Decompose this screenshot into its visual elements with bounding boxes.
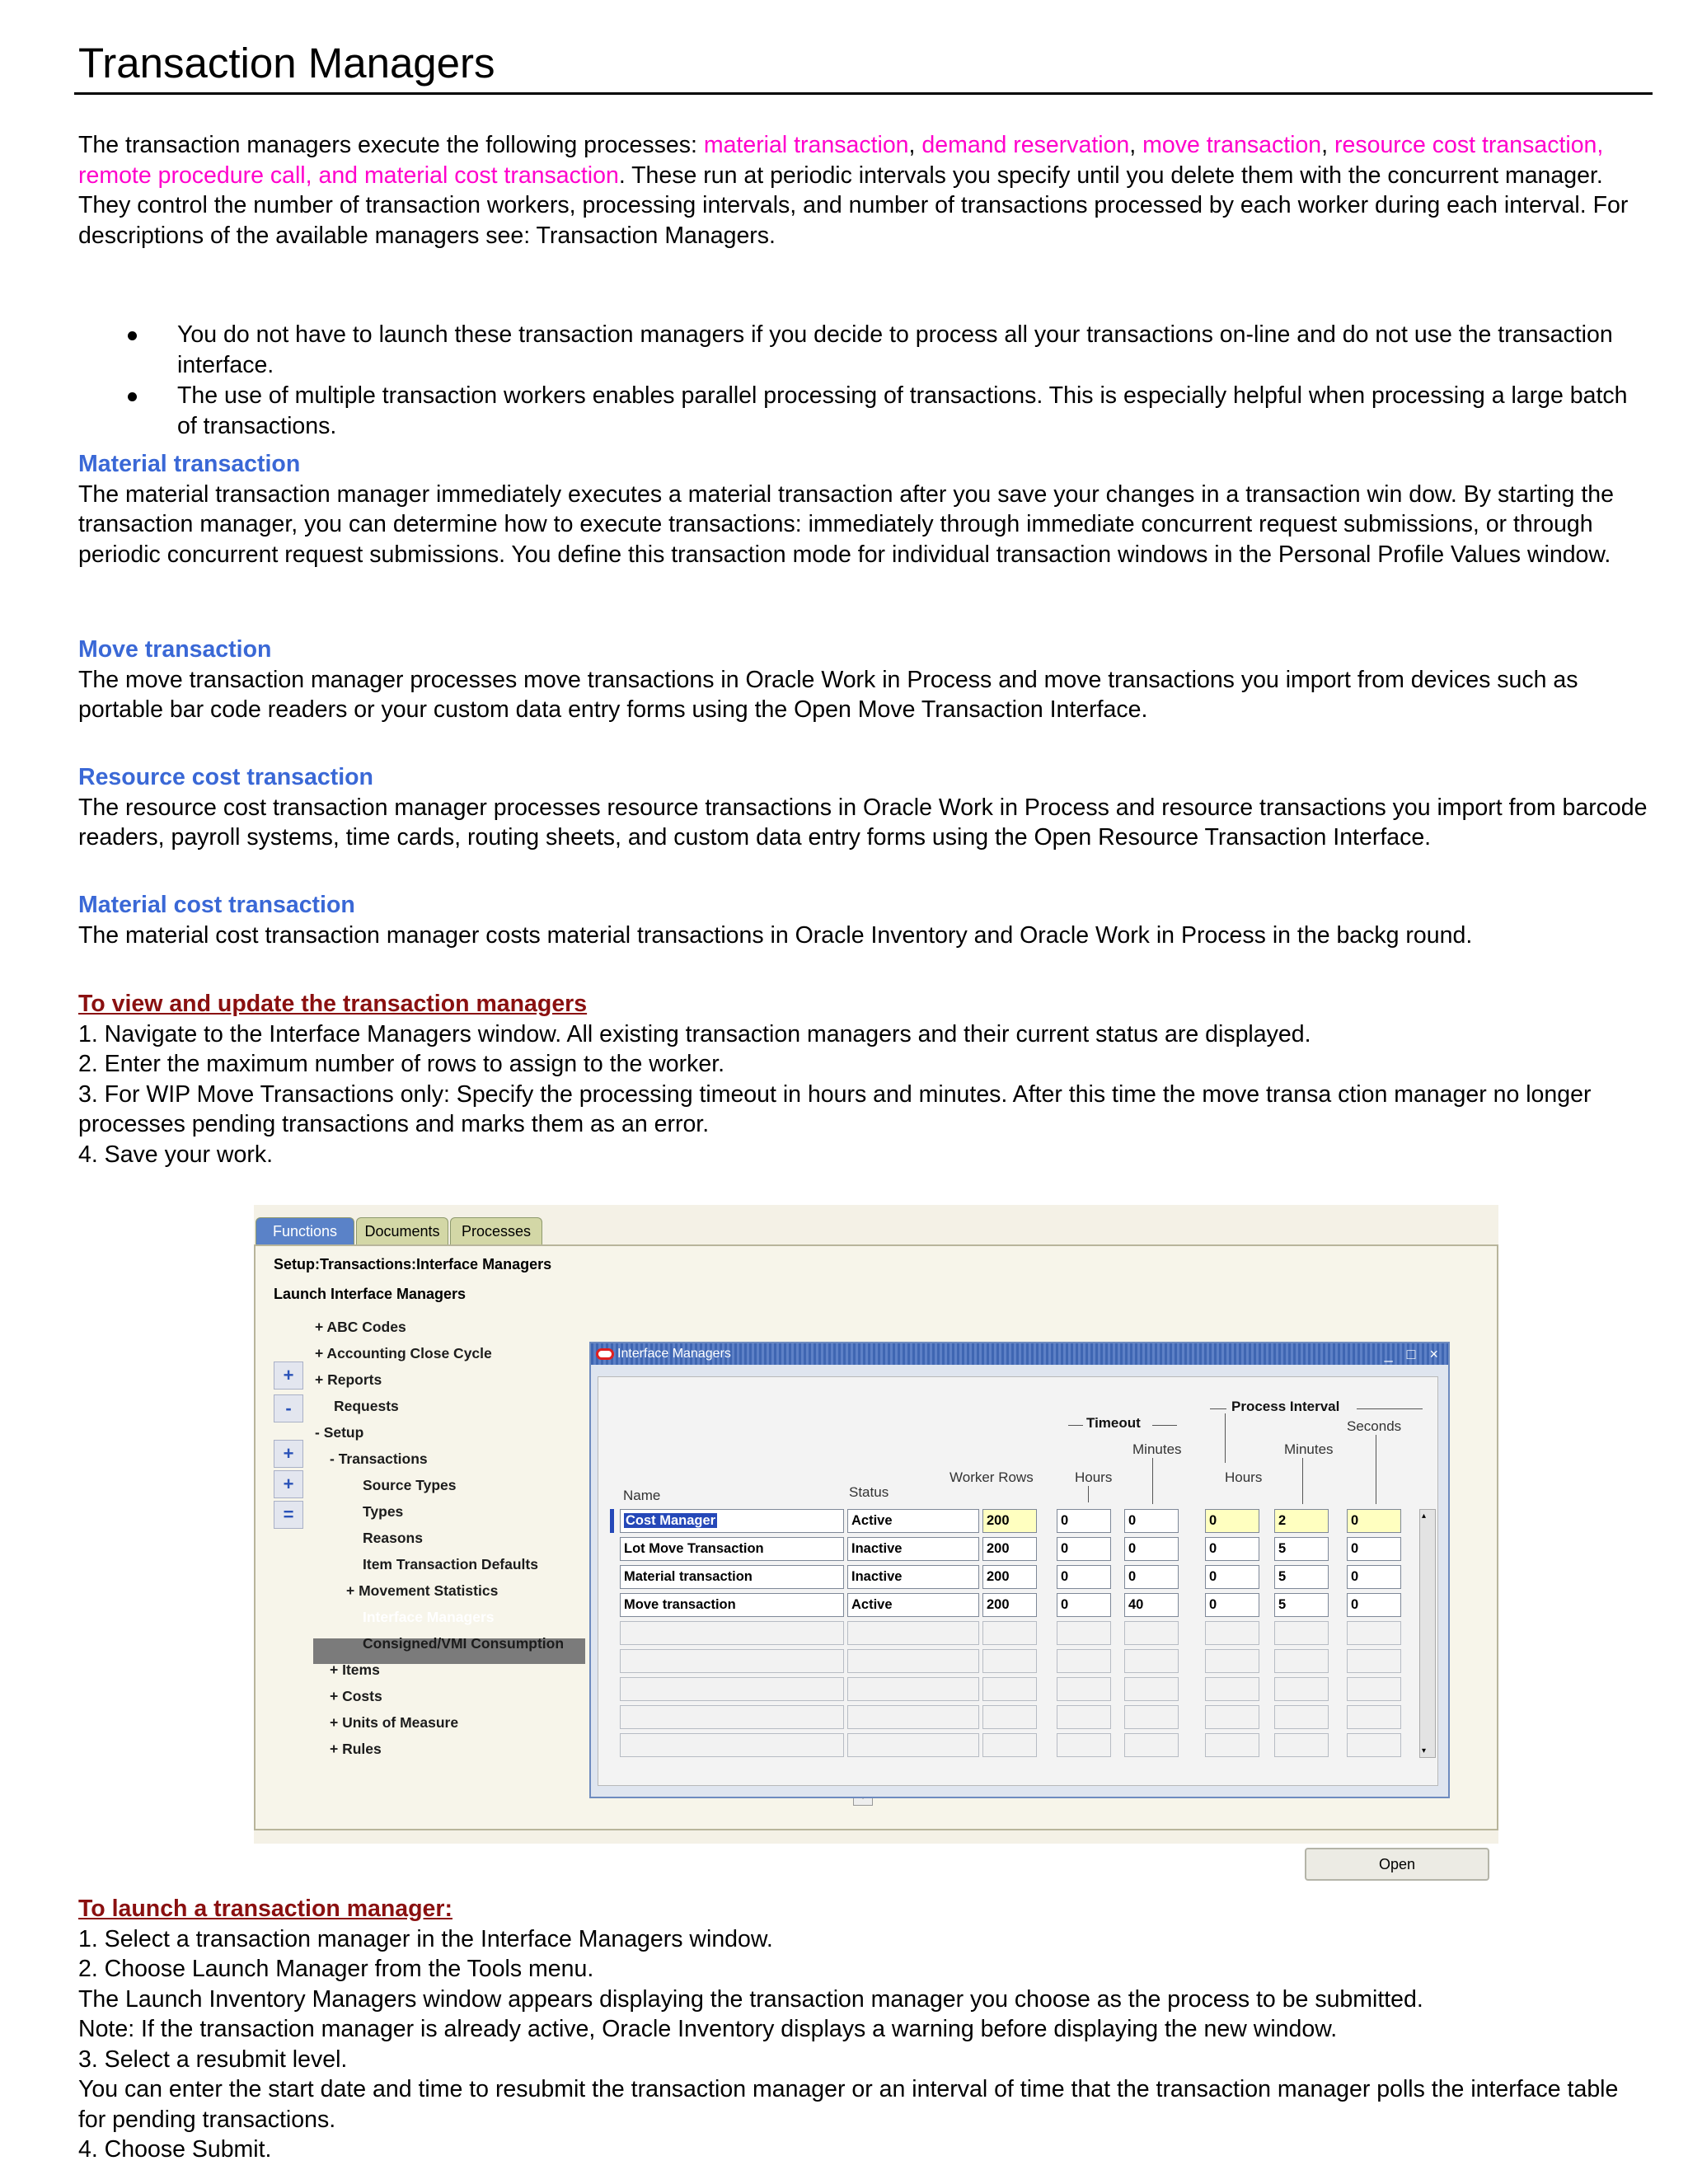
pi-seconds-field[interactable] — [1347, 1677, 1401, 1701]
status-field[interactable] — [847, 1705, 979, 1729]
pi-minutes-field[interactable] — [1274, 1705, 1329, 1729]
procedure-step: 3. Select a resubmit level. — [78, 2046, 348, 2073]
interface-managers-window — [589, 1342, 1450, 1798]
view-update-procedure — [78, 989, 1648, 1169]
worker-rows-field[interactable] — [982, 1733, 1037, 1757]
navigator-panel — [254, 1244, 1498, 1872]
tree-item[interactable]: Types — [363, 1503, 404, 1520]
timeout-hours-field[interactable] — [1057, 1705, 1111, 1729]
tree-item[interactable]: + Costs — [330, 1688, 382, 1704]
tree-item[interactable]: + ABC Codes — [315, 1319, 406, 1335]
bullet-text: The use of multiple transaction workers enables parallel processing of transactions. This is especially helpful when processing a large batch of transactions. — [177, 382, 1628, 439]
pi-hours-field[interactable]: 0 — [1205, 1509, 1259, 1533]
pi-minutes-field[interactable]: 5 — [1274, 1593, 1329, 1617]
bullet-list — [78, 320, 1648, 442]
procedure-step: 1. Select a transaction manager in the Interface Managers window. — [78, 1925, 773, 1952]
pi-seconds-field[interactable]: 0 — [1347, 1565, 1401, 1589]
procedure-step: Note: If the transaction manager is already active, Oracle Inventory displays a warning before displaying the new window. — [78, 2016, 1338, 2042]
intro-rest: . These run at periodic intervals you specify until you delete them with the concurrent manager. They control the number of transaction workers, processing intervals, and number of transactions processed by each worker during each interval. For descriptions of the available managers see: Transaction Managers. — [78, 162, 1629, 249]
timeout-minutes-field[interactable]: 40 — [1124, 1593, 1179, 1617]
navigator-screenshot — [254, 1205, 1498, 1872]
pi-seconds-field[interactable]: 0 — [1347, 1537, 1401, 1561]
intro-lead: The transaction managers execute the following processes: — [78, 132, 704, 158]
timeout-minutes-field[interactable] — [1124, 1705, 1179, 1729]
timeout-hours-header: Hours — [1075, 1469, 1113, 1485]
worker-rows-field[interactable]: 200 — [982, 1509, 1037, 1533]
expand-all-button[interactable]: + — [274, 1470, 303, 1498]
procedure-step: You can enter the start date and time to resubmit the transaction manager or an interval of time that the transaction manager polls the interface table for pending transactions. — [78, 2076, 1619, 2133]
tree-item[interactable]: + Reports — [315, 1371, 382, 1388]
procedure-step: 1. Navigate to the Interface Managers window. All existing transaction managers and their current status are displayed. — [78, 1020, 1311, 1047]
tree-item[interactable]: Consigned/VMI Consumption — [363, 1635, 565, 1652]
process-material-transaction: material transaction — [703, 132, 909, 158]
worker-rows-field[interactable] — [982, 1677, 1037, 1701]
status-field[interactable]: Inactive — [847, 1565, 979, 1589]
process-demand-reservation: demand reservation — [921, 132, 1130, 158]
expand-branch-button[interactable]: + — [274, 1440, 303, 1468]
pi-minutes-field[interactable] — [1274, 1733, 1329, 1757]
pi-minutes-field[interactable] — [1274, 1649, 1329, 1673]
timeout-hours-field[interactable]: 0 — [1057, 1537, 1111, 1561]
procedure-step: The Launch Inventory Managers window appears displaying the transaction manager you choose as the process to be submitted. — [78, 1985, 1423, 2013]
procedure-step: 2. Choose Launch Manager from the Tools menu. — [78, 1956, 594, 1982]
pi-minutes-field[interactable]: 2 — [1274, 1509, 1329, 1533]
pi-seconds-field[interactable]: 0 — [1347, 1509, 1401, 1533]
tree-item[interactable]: + Units of Measure — [330, 1714, 459, 1731]
procedure-step: 3. For WIP Move Transactions only: Specify the processing timeout in hours and minutes. After this time the move transa ction manager no longer processes pending transactions and marks them as an error. — [78, 1080, 1592, 1137]
header-connector — [1152, 1458, 1153, 1504]
window-title: Interface Managers — [617, 1347, 731, 1361]
status-field[interactable]: Active — [847, 1509, 979, 1533]
procedure-heading: To launch a transaction manager: — [78, 1896, 452, 1922]
pi-seconds-field[interactable] — [1347, 1705, 1401, 1729]
section-move-transaction — [78, 635, 1648, 725]
list-item — [78, 320, 1648, 380]
name-field[interactable] — [620, 1649, 844, 1673]
timeout-hours-field[interactable]: 0 — [1057, 1565, 1111, 1589]
section-heading: Material transaction — [78, 451, 301, 477]
window-controls-icon[interactable]: _ □ × — [1384, 1346, 1443, 1362]
name-field[interactable] — [620, 1621, 844, 1645]
header-connector — [1302, 1458, 1303, 1504]
process-interval-header: Process Interval — [1231, 1399, 1340, 1414]
status-field[interactable] — [847, 1677, 979, 1701]
tree-item[interactable]: Item Transaction Defaults — [363, 1556, 538, 1572]
expand-button[interactable]: + — [274, 1361, 303, 1390]
pi-hours-field[interactable] — [1205, 1733, 1259, 1757]
pi-seconds-field[interactable] — [1347, 1733, 1401, 1757]
tree-item[interactable]: + Movement Statistics — [346, 1582, 499, 1599]
section-heading: Material cost transaction — [78, 892, 355, 918]
status-field[interactable] — [847, 1621, 979, 1645]
bullet-text: You do not have to launch these transaction managers if you decide to process all your transactions on-line and do not use the transaction interface. — [177, 321, 1613, 378]
tree-item[interactable]: - Transactions — [330, 1451, 428, 1467]
intro-comma: , — [908, 132, 922, 158]
name-field[interactable] — [620, 1733, 844, 1757]
timeout-header: Timeout — [1086, 1415, 1141, 1431]
tree-item-interface-managers[interactable]: Interface Managers — [363, 1609, 495, 1625]
tree-item[interactable]: + Rules — [330, 1741, 382, 1757]
section-resource-cost-transaction — [78, 762, 1648, 853]
section-text: The move transaction manager processes move transactions in Oracle Work in Process and move transactions you import from devices such as portable bar code readers or your custom data entry forms using the Open Move Transaction Interface. — [78, 666, 1578, 723]
timeout-minutes-field[interactable]: 0 — [1124, 1537, 1179, 1561]
oracle-logo-icon — [596, 1348, 614, 1360]
collapse-button[interactable]: - — [274, 1394, 303, 1422]
timeout-minutes-field[interactable] — [1124, 1677, 1179, 1701]
group-line — [1210, 1408, 1226, 1409]
status-field[interactable]: Inactive — [847, 1537, 979, 1561]
pi-seconds-field[interactable] — [1347, 1621, 1401, 1645]
status-header: Status — [849, 1484, 889, 1500]
open-button[interactable]: Open — [1305, 1848, 1489, 1881]
worker-rows-field[interactable] — [982, 1621, 1037, 1645]
timeout-minutes-field[interactable] — [1124, 1733, 1179, 1757]
pi-hours-field[interactable]: 0 — [1205, 1565, 1259, 1589]
timeout-hours-field[interactable] — [1057, 1649, 1111, 1673]
section-heading: Move transaction — [78, 636, 272, 663]
pi-hours-field[interactable]: 0 — [1205, 1537, 1259, 1561]
pi-hours-header: Hours — [1225, 1469, 1263, 1485]
window-body — [598, 1376, 1438, 1786]
pi-minutes-field[interactable] — [1274, 1621, 1329, 1645]
intro-paragraph — [78, 130, 1648, 251]
scroll-up-icon[interactable]: ▴ — [1422, 1511, 1427, 1521]
worker-rows-header: Worker Rows — [950, 1469, 1034, 1485]
group-line — [1152, 1425, 1177, 1426]
worker-rows-field[interactable]: 200 — [982, 1593, 1037, 1617]
name-field[interactable] — [620, 1705, 844, 1729]
tree-item[interactable]: Reasons — [363, 1530, 423, 1546]
page-title: Transaction Managers — [78, 40, 495, 87]
tab-processes[interactable]: Processes — [450, 1217, 542, 1245]
pi-seconds-field[interactable]: 0 — [1347, 1593, 1401, 1617]
collapse-all-button[interactable]: = — [274, 1501, 303, 1529]
navigator-path: Setup:Transactions:Interface Managers — [274, 1256, 552, 1272]
worker-rows-field[interactable]: 200 — [982, 1565, 1037, 1589]
name-field[interactable]: Material transaction — [620, 1565, 844, 1589]
process-move-transaction: move transaction — [1142, 132, 1322, 158]
tree-item[interactable]: - Setup — [315, 1424, 364, 1441]
section-heading: Resource cost transaction — [78, 764, 373, 790]
name-field[interactable] — [620, 1677, 844, 1701]
name-field[interactable]: Lot Move Transaction — [620, 1537, 844, 1561]
tree-item[interactable]: Source Types — [363, 1477, 457, 1493]
timeout-minutes-field[interactable] — [1124, 1649, 1179, 1673]
pi-seconds-header: Seconds — [1347, 1418, 1402, 1434]
timeout-hours-field[interactable]: 0 — [1057, 1509, 1111, 1533]
navigator-launch-label: Launch Interface Managers — [274, 1286, 467, 1302]
name-field[interactable]: Move transaction — [620, 1593, 844, 1617]
worker-rows-field[interactable] — [982, 1705, 1037, 1729]
section-material-cost-transaction — [78, 890, 1648, 950]
name-field[interactable]: Cost Manager — [620, 1509, 844, 1533]
tree-item[interactable]: Requests — [334, 1398, 399, 1414]
tab-functions[interactable]: Functions — [256, 1217, 354, 1245]
section-text: The material transaction manager immediately executes a material transaction after you save your changes in a transaction win dow. By starting the transaction manager, you can determine how to execute transactions: immediately through immediate concurrent request submissions, or through periodic concurrent request submissions. You define this transaction mode for individual transaction windows in the Personal Profile Values window. — [78, 480, 1614, 568]
procedure-step: 4. Choose Submit. — [78, 2136, 272, 2163]
name-header: Name — [623, 1488, 661, 1503]
procedure-step: 4. Save your work. — [78, 1141, 274, 1168]
pi-hours-field[interactable] — [1205, 1649, 1259, 1673]
process-resource-cost-etc: resource cost transaction, remote procedure call, and material cost transaction — [78, 132, 1604, 189]
list-item — [78, 381, 1648, 441]
bullet-icon — [128, 331, 137, 340]
pi-hours-field[interactable] — [1205, 1621, 1259, 1645]
records-scrollbar[interactable] — [1419, 1509, 1436, 1758]
timeout-minutes-field[interactable] — [1124, 1621, 1179, 1645]
status-field[interactable] — [847, 1649, 979, 1673]
header-connector — [1088, 1486, 1089, 1502]
bullet-icon — [128, 392, 137, 401]
timeout-hours-field[interactable] — [1057, 1733, 1111, 1757]
launch-procedure — [78, 1894, 1648, 2165]
timeout-hours-field[interactable]: 0 — [1057, 1593, 1111, 1617]
timeout-minutes-header: Minutes — [1132, 1441, 1182, 1457]
scroll-down-icon[interactable]: ▾ — [1422, 1746, 1427, 1755]
section-text: The resource cost transaction manager processes resource transactions in Oracle Work in Process and resource transactions you import from barcode readers, payroll systems, time cards, routing sheets, and custom data entry forms using the Open Resource Transaction Interface. — [78, 794, 1648, 851]
tree-item[interactable]: + Accounting Close Cycle — [315, 1345, 492, 1361]
worker-rows-field[interactable] — [982, 1649, 1037, 1673]
pi-seconds-field[interactable] — [1347, 1649, 1401, 1673]
status-field[interactable]: Active — [847, 1593, 979, 1617]
group-line — [1068, 1425, 1083, 1426]
tab-documents[interactable]: Documents — [356, 1217, 448, 1245]
intro-comma: , — [1129, 132, 1143, 158]
pi-hours-field[interactable] — [1205, 1677, 1259, 1701]
pi-minutes-header: Minutes — [1284, 1441, 1334, 1457]
window-titlebar[interactable] — [591, 1343, 1448, 1365]
intro-comma: , — [1321, 132, 1334, 158]
timeout-hours-field[interactable] — [1057, 1677, 1111, 1701]
pi-hours-field[interactable] — [1205, 1705, 1259, 1729]
status-field[interactable] — [847, 1733, 979, 1757]
timeout-hours-field[interactable] — [1057, 1621, 1111, 1645]
title-underline — [74, 92, 1653, 95]
header-connector — [1225, 1413, 1226, 1463]
pi-minutes-field[interactable]: 5 — [1274, 1565, 1329, 1589]
tree-item[interactable]: + Items — [330, 1661, 380, 1678]
pi-minutes-field[interactable]: 5 — [1274, 1537, 1329, 1561]
group-line — [1357, 1408, 1423, 1409]
procedure-step: 2. Enter the maximum number of rows to assign to the worker. — [78, 1051, 725, 1077]
section-text: The material cost transaction manager costs material transactions in Oracle Inventory and Oracle Work in Process in the backg round. — [78, 921, 1473, 949]
timeout-minutes-field[interactable]: 0 — [1124, 1509, 1179, 1533]
pi-hours-field[interactable]: 0 — [1205, 1593, 1259, 1617]
worker-rows-field[interactable]: 200 — [982, 1537, 1037, 1561]
section-material-transaction — [78, 449, 1648, 569]
procedure-heading: To view and update the transaction managers — [78, 991, 588, 1017]
current-record-indicator — [610, 1509, 614, 1533]
timeout-minutes-field[interactable]: 0 — [1124, 1565, 1179, 1589]
pi-minutes-field[interactable] — [1274, 1677, 1329, 1701]
